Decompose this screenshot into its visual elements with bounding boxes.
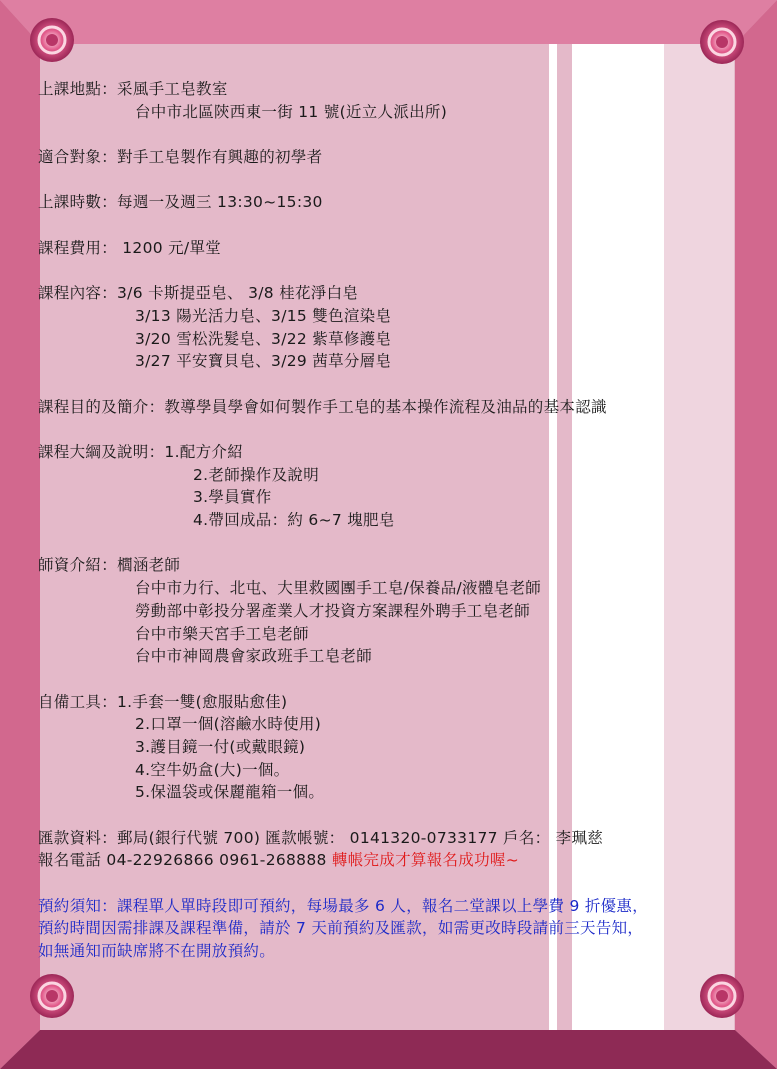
phone-number: 報名電話 04-22926866 0961-268888 bbox=[38, 851, 332, 870]
content-line: 3/13 陽光活力皂、3/15 雙色渲染皂 bbox=[135, 306, 392, 325]
content-row: 課程內容：3/6 卡斯提亞皂、 3/8 桂花淨白皂 bbox=[38, 284, 359, 303]
corner-ornament-icon bbox=[700, 20, 744, 64]
phone-row bbox=[38, 849, 773, 872]
corner-ornament-icon bbox=[30, 974, 74, 1018]
teacher-line: 台中市神岡農會家政班手工皂老師 bbox=[135, 647, 373, 666]
payment-notice: 轉帳完成才算報名成功喔~ bbox=[331, 851, 519, 870]
outline-row: 課程大綱及說明：1.配方介紹 bbox=[38, 443, 243, 461]
booking-line: 如無通知而缺席將不在開放預約。 bbox=[38, 942, 276, 961]
tools-item: 3.護目鏡一付(或戴眼鏡) bbox=[135, 737, 306, 756]
outline-item: 4.帶回成品：約 6~7 塊肥皂 bbox=[193, 511, 395, 530]
teacher-line: 台中市樂天宮手工皂老師 bbox=[135, 624, 309, 643]
booking-line: 預約須知：課程單人單時段即可預約，每場最多 6 人，報名二堂課以上學費 9 折優惠， bbox=[38, 896, 649, 915]
course-info bbox=[38, 78, 773, 963]
audience-row: 適合對象：對手工皂製作有興趣的初學者 bbox=[38, 148, 323, 167]
teacher-row: 師資介紹：櫚涵老師 bbox=[38, 556, 181, 575]
fee-row: 課程費用： 1200 元/單堂 bbox=[38, 238, 222, 257]
content-line: 3/20 雪松洗髮皂、3/22 紫草修護皂 bbox=[135, 329, 392, 348]
location-name: 采風手工皂教室 bbox=[117, 80, 228, 98]
teacher-line: 台中市力行、北屯、大里救國團手工皂/保養品/液體皂老師 bbox=[135, 579, 542, 598]
payment-line: 匯款資料：郵局(銀行代號 700) 匯款帳號： 0141320-0733177 戶名： 李珮慈 bbox=[38, 828, 604, 847]
corner-ornament-icon bbox=[30, 18, 74, 62]
tools-item: 2.口罩一個(溶鹼水時使用) bbox=[135, 715, 322, 734]
content-line: 3/27 平安寶貝皂、3/29 茜草分層皂 bbox=[135, 352, 392, 371]
purpose-row: 課程目的及簡介：教導學員學會如何製作手工皂的基本操作流程及油品的基本認識 bbox=[38, 397, 607, 416]
location-row: 上課地點：采風手工皂教室 bbox=[38, 80, 228, 98]
booking-line: 預約時間因需排課及課程準備，請於 7 天前預約及匯款，如需更改時段請前三天告知， bbox=[38, 919, 644, 938]
tools-item: 5.保溫袋或保麗龍箱一個。 bbox=[135, 783, 325, 802]
schedule-row: 上課時數：每週一及週三 13:30~15:30 bbox=[38, 193, 323, 212]
corner-ornament-icon bbox=[700, 974, 744, 1018]
teacher-line: 勞動部中彰投分署產業人才投資方案課程外聘手工皂老師 bbox=[135, 601, 531, 620]
location-address: 台中市北區陝西東一街 11 號(近立人派出所) bbox=[135, 102, 448, 121]
outline-item: 2.老師操作及說明 bbox=[193, 465, 319, 484]
outline-item: 3.學員實作 bbox=[193, 488, 272, 507]
tools-row: 自備工具：1.手套一雙(愈服貼愈佳) bbox=[38, 692, 288, 711]
tools-item: 4.空牛奶盒(大)一個。 bbox=[135, 760, 290, 779]
